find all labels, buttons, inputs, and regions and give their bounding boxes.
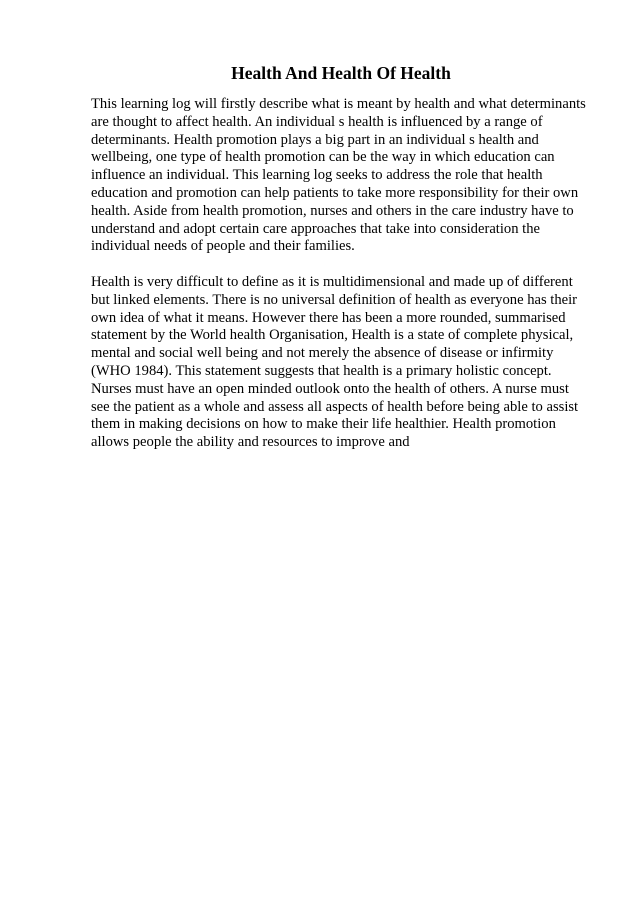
paragraph-line: wellbeing, one type of health promotion can be the way in which education can bbox=[91, 149, 555, 166]
paragraph-line: allows people the ability and resources to improve and bbox=[91, 434, 410, 451]
paragraph-line: (WHO 1984). This statement suggests that health is a primary holistic concept. bbox=[91, 362, 552, 379]
paragraph-line: Nurses must have an open minded outlook onto the health of others. A nurse must bbox=[91, 380, 569, 397]
paragraph-line: determinants. Health promotion plays a big part in an individual s health and bbox=[91, 131, 539, 148]
paragraph-line: see the patient as a whole and assess all aspects of health before being able to assist bbox=[91, 398, 579, 415]
paragraph-1 bbox=[91, 96, 591, 256]
paragraph-2 bbox=[91, 274, 591, 452]
paragraph-line: individual needs of people and their families. bbox=[91, 238, 355, 255]
paragraph-line: influence an individual. This learning log seeks to address the role that health bbox=[91, 167, 543, 184]
paragraph-line: own idea of what it means. However there has been a more rounded, summarised bbox=[91, 309, 566, 326]
paragraph-line: understand and adopt certain care approaches that take into consideration the bbox=[91, 220, 540, 237]
paragraph-line: This learning log will firstly describe what is meant by health and what determinants bbox=[91, 96, 586, 112]
paragraph-line: are thought to affect health. An individual s health is influenced by a range of bbox=[91, 113, 543, 130]
paragraph-line: but linked elements. There is no universal definition of health as everyone has their bbox=[91, 291, 578, 308]
document-body bbox=[91, 96, 591, 452]
paragraph-line: mental and social well being and not merely the absence of disease or infirmity bbox=[91, 345, 554, 362]
paragraph-line: statement by the World health Organisation, Health is a state of complete physical, bbox=[91, 327, 574, 344]
paragraph-line: them in making decisions on how to make their life healthier. Health promotion bbox=[91, 416, 556, 433]
paragraph-line: education and promotion can help patients to take more responsibility for their own bbox=[91, 184, 579, 201]
paragraph-line: Health is very difficult to define as it is multidimensional and made up of different bbox=[91, 273, 573, 290]
document-title: Health And Health Of Health bbox=[231, 63, 451, 83]
paragraph-line: health. Aside from health promotion, nurses and others in the care industry have to bbox=[91, 202, 574, 219]
